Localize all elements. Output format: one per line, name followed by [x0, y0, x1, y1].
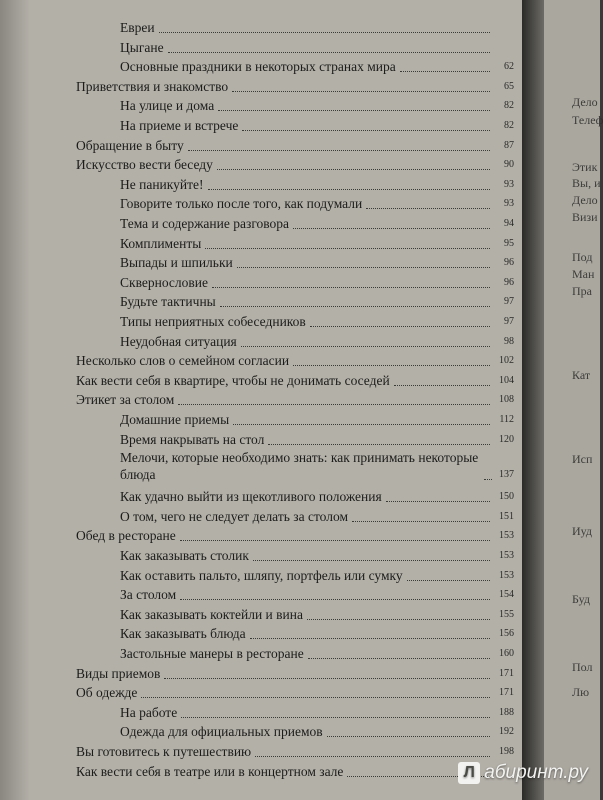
adjacent-page-fragment: Ман	[572, 267, 595, 281]
toc-entry-title: Обед в ресторане	[76, 528, 176, 544]
toc-entry	[0, 662, 522, 682]
adjacent-page-fragment: Телеф	[572, 113, 603, 127]
toc-entry-page: 155	[499, 608, 514, 620]
dot-leader	[217, 169, 490, 170]
adjacent-page-fragment: Лю	[572, 685, 590, 699]
dot-leader	[220, 306, 490, 307]
toc-entry	[0, 369, 522, 389]
toc-entry-page: 104	[499, 374, 514, 386]
toc-entry	[0, 740, 522, 760]
dot-leader	[394, 385, 490, 386]
labirint-watermark	[458, 762, 588, 784]
adjacent-page	[544, 0, 603, 800]
dot-leader	[293, 228, 490, 229]
dot-leader	[218, 110, 490, 111]
toc-entry-page: 95	[504, 237, 514, 249]
toc-entry-page: 94	[504, 218, 514, 229]
toc-entry	[0, 447, 522, 483]
toc-entry	[0, 310, 522, 330]
toc-entry-page: 188	[499, 706, 514, 718]
toc-entry-page: 153	[499, 550, 514, 561]
toc-entry-title: Как вести себя в театре или в концертном зале	[76, 763, 344, 779]
dot-leader	[308, 658, 490, 659]
toc-entry-page: 87	[504, 139, 514, 151]
adjacent-page-fragment: Кат	[572, 368, 591, 382]
toc-entry-title: Тема и содержание разговора	[120, 216, 290, 231]
toc-entry-title: Мелочи, которые необходимо знать: как принимать некоторые блюда	[120, 450, 479, 483]
toc-entry	[0, 192, 522, 212]
adjacent-page-fragment: Пол	[572, 660, 593, 674]
toc-entry-page: 96	[504, 257, 514, 269]
labirint-logo-icon: Л	[458, 762, 480, 784]
toc-entry-page: 93	[504, 178, 514, 190]
toc-entry-title: Как заказывать коктейли и вина	[120, 606, 303, 622]
dot-leader	[188, 150, 490, 151]
dot-leader	[164, 678, 490, 679]
toc-entry-page: 154	[499, 589, 514, 601]
toc-entry-page: 192	[499, 726, 514, 738]
toc-entry-title: Говорите только после того, как подумали	[120, 196, 363, 212]
dot-leader	[253, 560, 490, 561]
dot-leader	[205, 248, 490, 249]
dot-leader	[386, 501, 490, 502]
toc-entry-title: Как оставить пальто, шляпу, портфель или сумку	[120, 567, 403, 583]
toc-entry-page: 108	[499, 394, 514, 406]
dot-leader	[310, 326, 490, 327]
dot-leader	[327, 736, 490, 737]
adjacent-page-fragment: Буд	[572, 592, 590, 606]
toc-entry-page: 171	[499, 667, 514, 679]
toc-entry	[0, 232, 522, 252]
toc-entry	[0, 114, 522, 134]
adjacent-page-fragment: Вы, и	[572, 176, 601, 190]
toc-entry	[0, 428, 522, 448]
toc-entry-title: На приеме и встрече	[120, 118, 239, 133]
toc-entry-page: 102	[499, 355, 514, 367]
toc-entry	[0, 720, 522, 740]
toc-entry	[0, 642, 522, 662]
dot-leader	[255, 756, 490, 757]
toc-entry-page: 120	[499, 433, 514, 445]
toc-entry-title: Цыгане	[120, 39, 164, 55]
toc-entry	[0, 36, 522, 56]
dot-leader	[307, 619, 490, 620]
toc-entry-title: Как заказывать столик	[120, 548, 249, 563]
watermark-text: абиринт.ру	[484, 762, 588, 783]
toc-entry-page: 62	[504, 61, 514, 73]
toc-entry-page: 98	[504, 335, 514, 347]
toc-entry-title: Домашние приемы	[120, 412, 230, 427]
toc-entry	[0, 701, 522, 721]
toc-entry-page: 93	[504, 198, 514, 210]
toc-entry	[0, 622, 522, 642]
toc-entry	[0, 290, 522, 310]
adjacent-page-fragment: Под	[572, 250, 593, 264]
dot-leader	[232, 91, 490, 92]
toc-entry-page: 137	[499, 469, 514, 481]
toc-entry	[0, 349, 522, 369]
toc-entry-title: За столом	[120, 587, 177, 603]
dot-leader	[241, 346, 490, 347]
toc-entry	[0, 212, 522, 232]
toc-entry-title: Вы готовитесь к путешествию	[76, 744, 252, 759]
toc-entry	[0, 681, 522, 701]
dot-leader	[168, 52, 490, 53]
toc-entry-page: 97	[504, 316, 514, 327]
toc-entry-title: Как вести себя в квартире, чтобы не донимать соседей	[76, 372, 390, 388]
toc-entry-page: 156	[499, 628, 514, 640]
toc-entry-page: 171	[499, 687, 514, 699]
dot-leader	[484, 479, 492, 480]
toc-entry-title: Искусство вести беседу	[76, 157, 213, 173]
toc-entry-title: Не паникуйте!	[120, 176, 204, 192]
toc-entry-page: 96	[504, 276, 514, 288]
toc-entry-title: Как заказывать блюда	[120, 626, 246, 642]
dot-leader	[233, 424, 490, 425]
dot-leader	[352, 521, 490, 522]
toc-entry	[0, 16, 522, 36]
toc-entry	[0, 544, 522, 564]
dot-leader	[180, 599, 490, 600]
adjacent-page-fragment: Исп	[572, 452, 593, 466]
dot-leader	[181, 717, 490, 718]
toc-entry-page: 198	[499, 746, 514, 757]
toc-entry	[0, 55, 522, 75]
toc-entry-title: Время накрывать на стол	[120, 431, 265, 447]
toc-entry-title: Обращение в быту	[76, 137, 184, 153]
dot-leader	[159, 32, 490, 33]
toc-entry-page: 153	[499, 530, 514, 542]
toc-entry	[0, 760, 522, 780]
toc-entry	[0, 505, 522, 525]
toc-entry-title: Типы неприятных собеседников	[120, 314, 306, 329]
toc-entry-title: О том, чего не следует делать за столом	[120, 508, 349, 524]
toc-entry-title: Застольные манеры в ресторане	[120, 646, 304, 661]
toc-entry-title: Евреи	[120, 20, 155, 35]
toc-entry	[0, 583, 522, 603]
adjacent-page-fragment: Пра	[572, 284, 592, 298]
toc-entry	[0, 388, 522, 408]
toc-entry-page: 112	[499, 414, 514, 425]
toc-entry	[0, 271, 522, 291]
toc-entry-title: Одежда для официальных приемов	[120, 724, 323, 740]
toc-entry	[0, 330, 522, 350]
dot-leader	[180, 540, 490, 541]
toc-entry-title: Неудобная ситуация	[120, 333, 237, 349]
toc-entry	[0, 524, 522, 544]
dot-leader	[400, 71, 490, 72]
toc-entry-title: Приветствия и знакомство	[76, 78, 229, 94]
toc-entry	[0, 564, 522, 584]
dot-leader	[407, 580, 490, 581]
toc-entry	[0, 153, 522, 173]
toc-entry-page: 65	[504, 80, 514, 92]
toc-entry-title: Как удачно выйти из щекотливого положения	[120, 489, 382, 505]
toc-entry-title: Об одежде	[76, 685, 138, 701]
book-gutter	[522, 0, 544, 800]
toc-entry-title: На улице и дома	[120, 98, 215, 114]
adjacent-page-fragment: Визи	[572, 210, 598, 224]
toc-entry-title: Комплименты	[120, 235, 202, 251]
toc-entry-page: 90	[504, 159, 514, 171]
dot-leader	[366, 208, 490, 209]
toc-entry-title: Основные праздники в некоторых странах мира	[120, 59, 396, 75]
toc-entry	[0, 94, 522, 114]
adjacent-page-fragment: Дело	[572, 95, 598, 109]
dot-leader	[208, 189, 490, 190]
dot-leader	[141, 697, 490, 698]
toc-entry	[0, 251, 522, 271]
toc-entry-page: 82	[504, 120, 514, 131]
toc-entry	[0, 173, 522, 193]
dot-leader	[242, 130, 490, 131]
toc-entry-title: Сквернословие	[120, 274, 208, 290]
toc-entry	[0, 408, 522, 428]
toc-entry-page: 160	[499, 648, 514, 659]
dot-leader	[268, 444, 490, 445]
dot-leader	[250, 638, 490, 639]
toc-entry-page: 97	[504, 296, 514, 308]
toc-entry-title: На работе	[120, 704, 178, 720]
toc-entry-title: Виды приемов	[76, 665, 161, 681]
toc-entry-page: 151	[499, 510, 514, 522]
toc-entry-page: 82	[504, 100, 514, 112]
toc-entry-title: Несколько слов о семейном согласии	[76, 353, 290, 369]
adjacent-page-fragment: Иуд	[572, 524, 593, 538]
toc-entry-title: Этикет за столом	[76, 392, 175, 408]
toc-entry-title: Будьте тактичны	[120, 294, 216, 310]
toc-entry-page: 150	[499, 491, 514, 503]
dot-leader	[178, 404, 490, 405]
adjacent-page-fragment: Дело	[572, 193, 598, 207]
dot-leader	[212, 287, 490, 288]
toc-entry	[0, 603, 522, 623]
toc-entry	[0, 134, 522, 154]
toc-entry-title: Выпады и шпильки	[120, 255, 233, 271]
toc-entry	[0, 485, 522, 505]
adjacent-page-fragment: Этик	[572, 160, 598, 174]
dot-leader	[293, 365, 490, 366]
toc-entry	[0, 75, 522, 95]
toc-entry-page: 153	[499, 569, 514, 581]
dot-leader	[237, 267, 490, 268]
